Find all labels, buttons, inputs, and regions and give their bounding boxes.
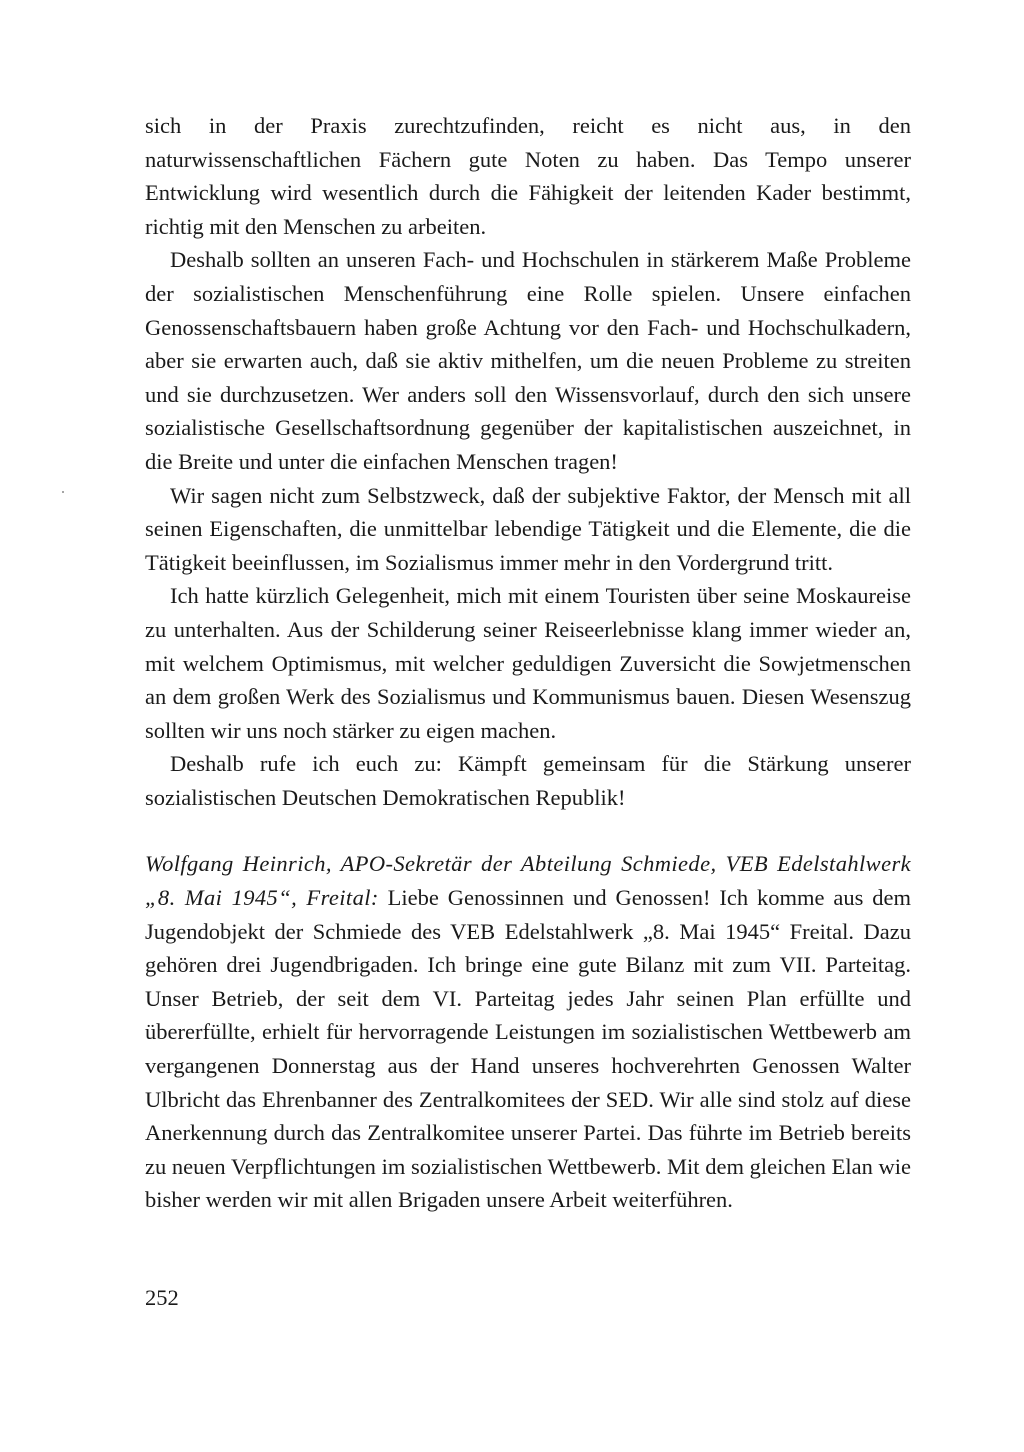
page-body [145,109,911,1217]
paragraph-1: sich in der Praxis zurechtzufinden, reicht es nicht aus, in den naturwissenschaftlichen Fächern gute Noten zu haben. Das Tempo unserer Entwicklung wird wesentlich durch die Fähigkeit der leitenden Kader bestimmt, richtig mit den Menschen zu arbeiten. [145,113,911,239]
section-spacer [145,814,911,847]
paragraph-3: Wir sagen nicht zum Selbstzweck, daß der subjektive Faktor, der Mensch mit all seinen Eigenschaften, die unmittelbar lebendige Tätigkeit und die Elemente, die die Tätigkeit beeinflussen, im Sozialismus immer mehr in den Vordergrund tritt. [145,482,911,575]
paragraph-5: Deshalb rufe ich euch zu: Kämpft gemeinsam für die Stärkung unserer sozialistischen Deutschen Demokratischen Republik! [145,751,911,810]
speech-paragraph [145,847,911,1217]
speaker-attribution: Wolfgang Heinrich, APO-Sekretär der Abteilung Schmiede, VEB Edelstahlwerk „8. Mai 1945“, Freital: [145,851,911,911]
paragraph-2: Deshalb sollten an unseren Fach- und Hochschulen in stärkerem Maße Probleme der sozialistischen Menschenführung eine Rolle spielen. Unsere einfachen Genossenschaftsbauern haben große Achtung vor den Fach- und Hochschulkadern, aber sie erwarten auch, daß sie aktiv mithelfen, um die neuen Probleme zu streiten und sie durchzusetzen. Wer anders soll den Wissensvorlauf, durch den sich unsere sozialistische Gesellschaftsordnung gegenüber der kapitalistischen auszeichnet, in die Breite und unter die einfachen Menschen tragen! [145,247,911,474]
scan-speck [62,491,64,493]
page-number: 252 [145,1285,179,1310]
speech-text: Liebe Genossinnen und Genossen! Ich komme aus dem Jugendobjekt der Schmiede des VEB Edelstahlwerk „8. Mai 1945“ Freital. Dazu gehören drei Jugendbrigaden. Ich bringe eine gute Bilanz mit zum VII. Parteitag. Unser Betrieb, der seit dem VI. Parteitag jedes Jahr seinen Plan erfüllte und übererfüllte, erhielt für hervorragende Leistungen im sozialistischen Wettbewerb am vergangenen Donnerstag aus der Hand unseres hochverehrten Genossen Walter Ulbricht das Ehrenbanner des Zentralkomitees der SED. Wir alle sind stolz auf diese Anerkennung durch das Zentralkomitee unserer Partei. Das führte im Betrieb bereits zu neuen Verpflichtungen im sozialistischen Wettbewerb. Mit dem gleichen Elan wie bisher werden wir mit allen Brigaden unsere Arbeit weiterführen. [145,885,911,1213]
paragraph-4: Ich hatte kürzlich Gelegenheit, mich mit einem Touristen über seine Moskaureise zu unterhalten. Aus der Schilderung seiner Reiseerlebnisse klang immer wieder an, mit welchem Optimismus, mit welcher geduldigen Zuversicht die Sowjetmenschen an dem großen Werk des Sozialismus und Kommunismus bauen. Diesen Wesenszug sollten wir uns noch stärker zu eigen machen. [145,583,911,743]
